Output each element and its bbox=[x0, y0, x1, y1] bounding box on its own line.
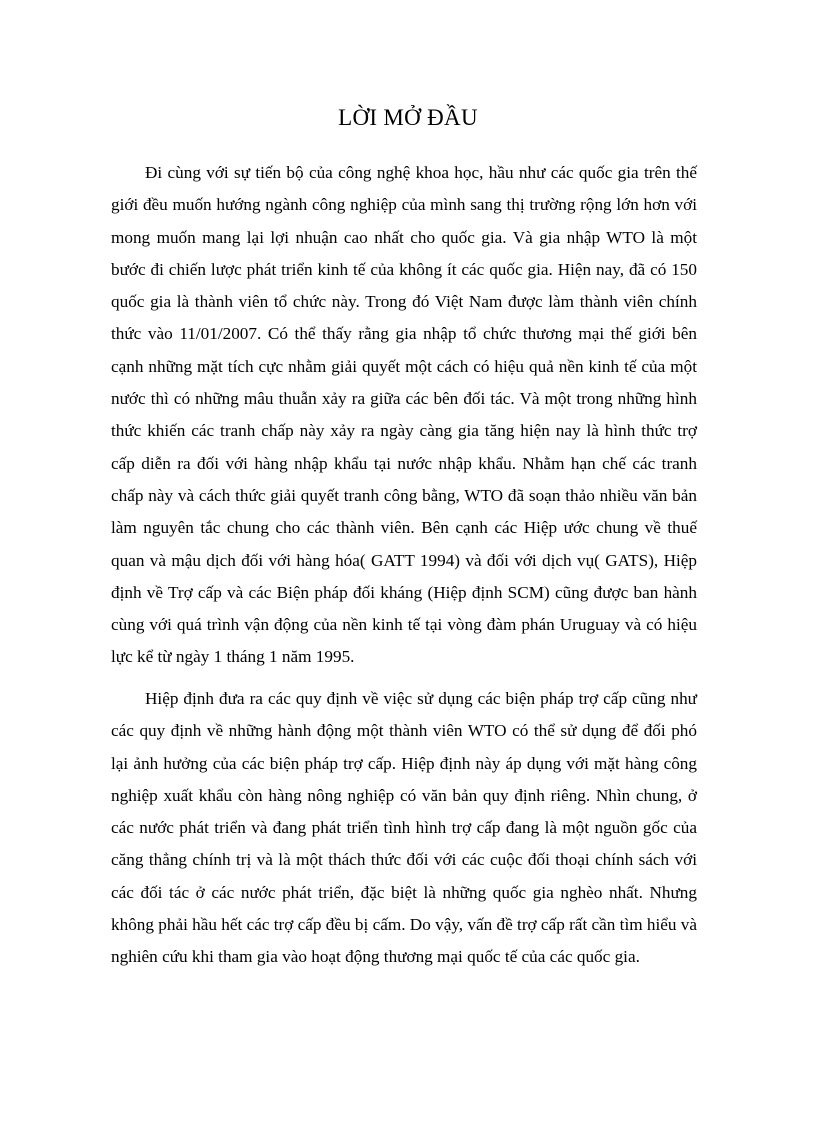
paragraph-1: Đi cùng với sự tiến bộ của công nghệ khoa học, hầu như các quốc gia trên thế giới đều muốn hướng ngành công nghiệp của mình sang thị trường rộng lớn hơn với mong muốn mang lại lợi nhuận cao nhất cho quốc gia. Và gia nhập WTO là một bước đi chiến lược phát triển kinh tế của không ít các quốc gia. Hiện nay, đã có 150 quốc gia là thành viên tổ chức này. Trong đó Việt Nam được làm thành viên chính thức vào 11/01/2007. Có thể thấy rằng gia nhập tổ chức thương mại thế giới bên cạnh những mặt tích cực nhằm giải quyết một cách có hiệu quả nền kinh tế của một nước thì có những mâu thuẫn xảy ra giữa các bên đối tác. Và một trong những hình thức khiến các tranh chấp này xảy ra ngày càng gia tăng hiện nay là hình thức trợ cấp diễn ra đối với hàng nhập khẩu tại nước nhập khẩu. Nhằm hạn chế các tranh chấp này và cách thức giải quyết tranh công bằng, WTO đã soạn thảo nhiều văn bản làm nguyên tắc chung cho các thành viên. Bên cạnh các Hiệp ước chung về thuế quan và mậu dịch đối với hàng hóa( GATT 1994) và đối với dịch vụ( GATS), Hiệp định về Trợ cấp và các Biện pháp đối kháng (Hiệp định SCM) cũng được ban hành cùng với quá trình vận động của nền kinh tế tại vòng đàm phán Uruguay và có hiệu lực kể từ ngày 1 tháng 1 năm 1995. bbox=[111, 163, 697, 667]
document-title: LỜI MỞ ĐẦU bbox=[338, 105, 478, 130]
paragraph-2: Hiệp định đưa ra các quy định về việc sử dụng các biện pháp trợ cấp cũng như các quy định về những hành động một thành viên WTO có thể sử dụng để đối phó lại ảnh hưởng của các biện pháp trợ cấp. Hiệp định này áp dụng với mặt hàng công nghiệp xuất khẩu còn hàng nông nghiệp có văn bản quy định riêng. Nhìn chung, ở các nước phát triển và đang phát triển tình hình trợ cấp đang là một nguồn gốc của căng thẳng chính trị và là một thách thức đối với các cuộc đối thoại chính sách với các đối tác ở các nước phát triển, đặc biệt là những quốc gia nghèo nhất. Nhưng không phải hầu hết các trợ cấp đều bị cấm. Do vậy, vấn đề trợ cấp rất cần tìm hiểu và nghiên cứu khi tham gia vào hoạt động thương mại quốc tế của các quốc gia. bbox=[111, 689, 697, 967]
